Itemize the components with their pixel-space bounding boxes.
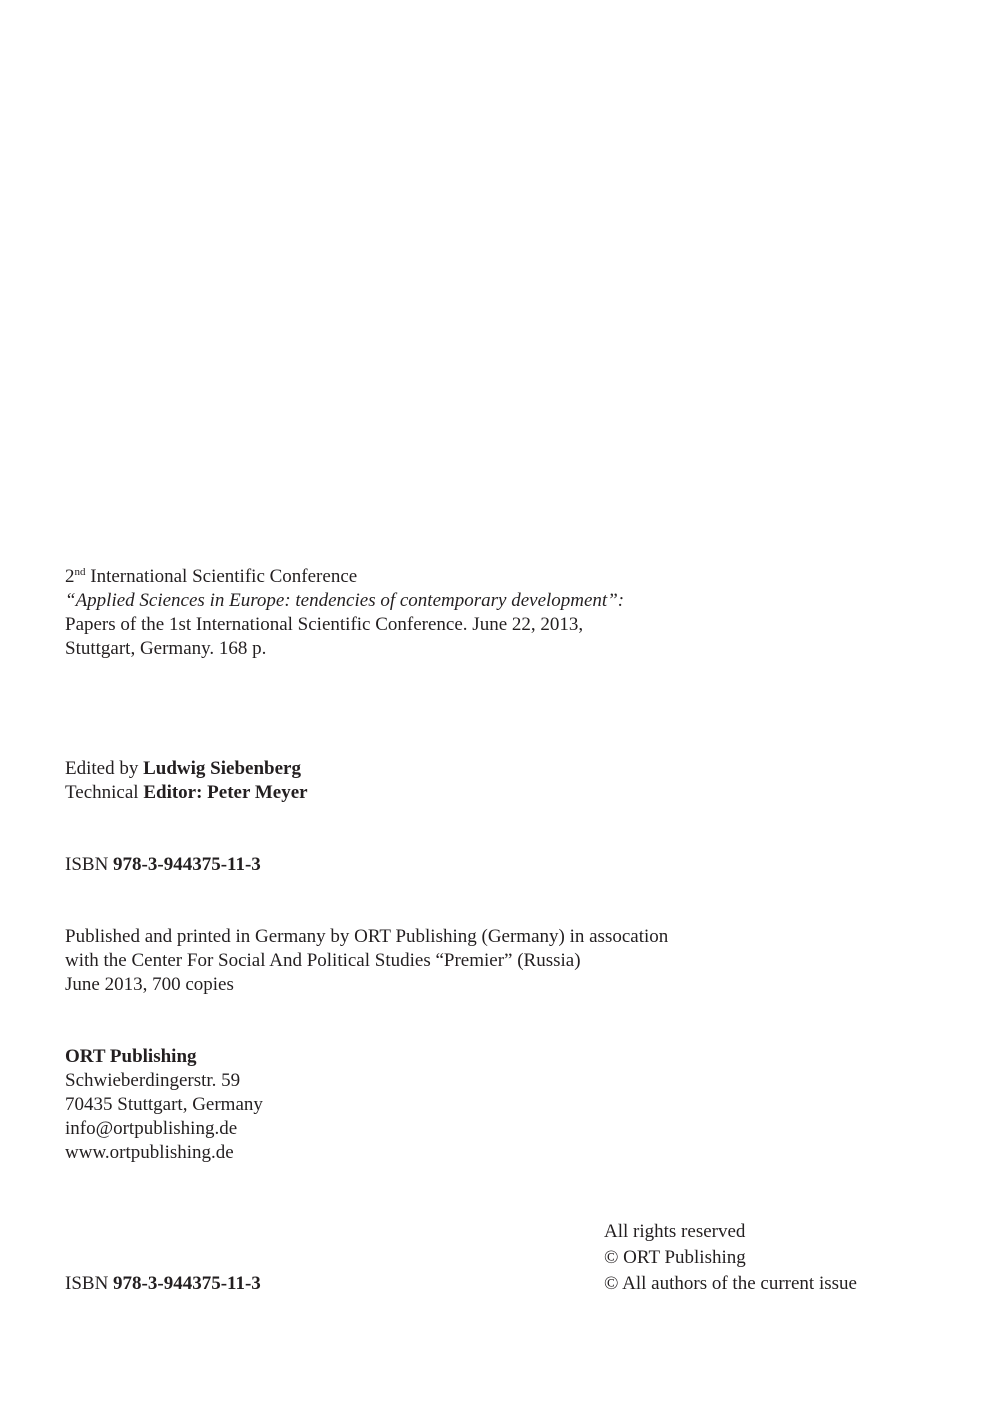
edited-by-label: Edited by [65,758,144,779]
publisher-street: Schwieberdingerstr. 59 [65,1070,241,1091]
publication-line-1: Published and printed in Germany by ORT Publishing (Germany) in assocation [65,926,669,947]
publisher-city: 70435 Stuttgart, Germany [65,1094,263,1115]
editor-name: Ludwig Siebenberg [143,758,301,779]
isbn-line-bottom [65,1272,261,1296]
rights-line-3: © All authors of the current issue [604,1273,857,1294]
conference-ordinal-number: 2 [65,566,75,587]
conference-papers-line: Papers of the 1st International Scientific Conference. June 22, 2013, [65,614,584,635]
conference-title [65,565,624,589]
publication-line-3: June 2013, 700 copies [65,974,234,995]
technical-editor-line [65,781,308,805]
technical-editor-name: Editor: Peter Meyer [143,782,308,803]
conference-theme: “Applied Sciences in Europe: tendencies of contemporary development”: [65,590,625,611]
rights-line-1: All rights reserved [604,1221,746,1242]
publisher-email: info@ortpublishing.de [65,1118,238,1139]
conference-title-text: International Scientific Conference [85,566,358,587]
conference-info [65,565,624,661]
isbn-number: 978-3-944375-11-3 [113,854,261,875]
isbn-line-top [65,853,261,877]
publication-info [65,925,668,997]
editors-info [65,757,308,805]
publisher-name: ORT Publishing [65,1046,197,1067]
rights-line-2: © ORT Publishing [604,1247,746,1268]
isbn-label: ISBN [65,1273,114,1294]
conference-place-line: Stuttgart, Germany. 168 p. [65,638,267,659]
rights-notice [604,1219,857,1297]
edited-by-line [65,757,308,781]
conference-ordinal-suffix: nd [74,566,86,578]
publication-line-2: with the Center For Social And Political Studies “Premier” (Russia) [65,950,581,971]
isbn-number: 978-3-944375-11-3 [113,1273,261,1294]
technical-label: Technical [65,782,144,803]
publisher-address [65,1045,263,1165]
isbn-label: ISBN [65,854,114,875]
publisher-website: www.ortpublishing.de [65,1142,234,1163]
